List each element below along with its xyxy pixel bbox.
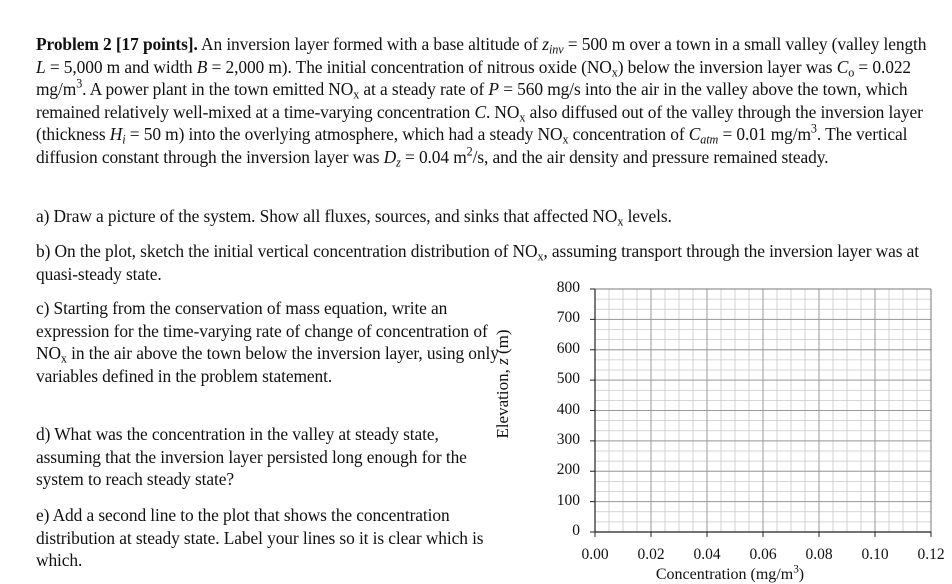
y-tick-label: 100 bbox=[556, 491, 580, 509]
x-tick-label: 0.06 bbox=[749, 546, 777, 563]
xlabel-text: Concentration (mg/m bbox=[655, 566, 794, 583]
y-tick-label: 800 bbox=[556, 279, 580, 296]
x-tick-label: 0.08 bbox=[805, 546, 833, 563]
ylabel-text: (m) bbox=[493, 329, 512, 359]
sub-inv: inv bbox=[548, 42, 564, 57]
sub-x: x bbox=[353, 87, 360, 102]
text-span: c) Starting from the conservation of mass equation, write an expression for the time-varying rate of change of concentration of NO bbox=[36, 298, 488, 364]
sup-3: 3 bbox=[76, 76, 83, 91]
text-span: levels. bbox=[623, 206, 672, 226]
text-span: also diffused out of the valley through the inversion layer (thickness bbox=[36, 101, 923, 145]
text-span: concentration of bbox=[568, 124, 689, 145]
x-tick-label: 0.10 bbox=[861, 546, 889, 563]
y-tick-label: 500 bbox=[556, 370, 580, 388]
var-B: B bbox=[196, 56, 208, 77]
text-span: . The vertical diffusion constant through the inversion layer was bbox=[36, 124, 908, 167]
y-tick-label: 300 bbox=[556, 430, 580, 448]
var-L: L bbox=[36, 56, 46, 77]
x-tick-label: 0.12 bbox=[917, 546, 945, 563]
x-tick-label: 0.00 bbox=[581, 546, 609, 563]
text-span: = 50 m) into the overlying atmosphere, which had a steady NO bbox=[125, 124, 563, 145]
var-C: C bbox=[688, 124, 701, 145]
y-tick-label: 700 bbox=[556, 309, 580, 327]
text-span: at a steady rate of bbox=[359, 79, 489, 100]
var-D: D bbox=[383, 146, 397, 167]
text-span: , assuming transport through the inversion layer was at quasi-steady state. bbox=[36, 241, 919, 284]
sup-3: 3 bbox=[810, 122, 817, 137]
text-span: in the air above the town below the inversion layer, using only variables defined in the problem statement. bbox=[36, 343, 499, 386]
y-tick-label: 0 bbox=[572, 522, 580, 539]
text-span: a) Draw a picture of the system. Show all fluxes, sources, and sinks that affected NO bbox=[36, 206, 618, 226]
y-tick-label: 600 bbox=[556, 339, 580, 357]
var-z: z bbox=[542, 34, 549, 54]
var-H: H bbox=[109, 124, 123, 145]
y-tick-label: 400 bbox=[556, 400, 580, 418]
text-span: = 0.022 mg/m bbox=[36, 56, 912, 100]
part-d: d) What was the concentration in the valley at steady state, assuming that the inversion layer persisted long enough for the system to reach steady state? bbox=[36, 424, 467, 490]
text-span: An inversion layer formed with a base altitude of bbox=[197, 34, 543, 54]
text-span: = 500 m over a town in a small valley (valley length bbox=[563, 34, 927, 54]
sub-atm: atm bbox=[700, 133, 719, 148]
ylabel-var: z bbox=[493, 358, 512, 365]
sub-x: x bbox=[562, 133, 569, 148]
sub-z: z bbox=[396, 155, 401, 170]
text-span: . NO bbox=[485, 101, 520, 122]
sub-o: o bbox=[848, 65, 855, 80]
x-tick-label: 0.04 bbox=[693, 546, 721, 563]
xlabel-text: ) bbox=[798, 566, 805, 583]
sub-x: x bbox=[617, 214, 624, 229]
sub-i: i bbox=[122, 133, 126, 148]
var-P: P bbox=[488, 79, 499, 100]
text-span: = 5,000 m and width bbox=[45, 56, 197, 77]
var-C: C bbox=[836, 56, 849, 77]
text-span: = 2,000 m). The initial concentration of nitrous oxide (NO bbox=[207, 56, 612, 77]
problem-label: Problem 2 [17 points]. bbox=[36, 34, 198, 54]
var-C: C bbox=[474, 101, 486, 122]
sup-2: 2 bbox=[466, 144, 473, 159]
text-span: = 0.01 mg/m bbox=[718, 124, 811, 145]
text-span: = 560 mg/s into the air in the valley above the town, which remained relatively well-mixed at a time-varying concentration bbox=[36, 79, 908, 122]
text-span: . A power plant in the town emitted NO bbox=[82, 79, 354, 100]
sub-x: x bbox=[611, 65, 618, 80]
x-tick-label: 0.02 bbox=[637, 546, 665, 563]
text-span: b) On the plot, sketch the initial vertical concentration distribution of NO bbox=[36, 241, 538, 261]
ylabel-text: Elevation, bbox=[493, 364, 512, 439]
text-span: = 0.04 m bbox=[400, 146, 467, 167]
sub-x: x bbox=[519, 110, 526, 125]
sub-x: x bbox=[537, 249, 544, 264]
text-span: ) below the inversion layer was bbox=[617, 56, 837, 77]
y-tick-label: 200 bbox=[556, 461, 580, 479]
text-span: /s, and the air density and pressure remained steady. bbox=[472, 146, 829, 167]
sub-x: x bbox=[60, 351, 67, 366]
part-e: e) Add a second line to the plot that shows the concentration distribution at steady state. Label your lines so it is clear which is which. bbox=[36, 505, 484, 571]
xlabel-sup: 3 bbox=[793, 563, 799, 576]
